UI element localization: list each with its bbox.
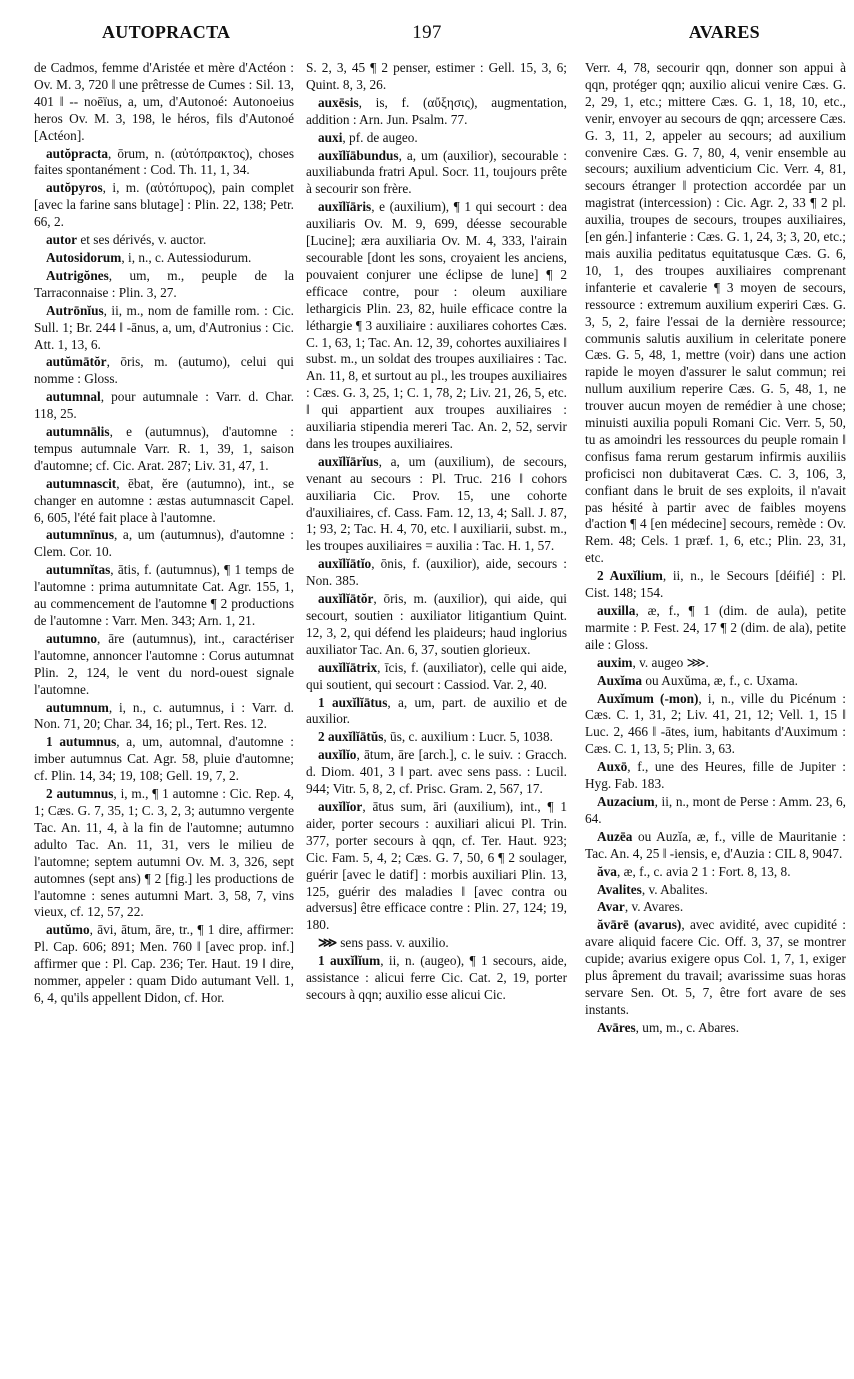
dictionary-entry: auxi, pf. de augeo.: [318, 129, 418, 145]
dictionary-entry: Auxō, f., une des Heures, fille de Jupiter : Hyg. Fab. 183.: [585, 759, 846, 792]
dictionary-entry: autumnal, pour autumnale : Varr. d. Char. 118, 25.: [34, 389, 294, 422]
dictionary-entry: 1 auxĭlĭum, ii, n. (augeo), ¶ 1 secours, aide, assistance : alicui ferre Cic. Cat. 2, 19, porter secours à qqn; auxilio esse alicui Cic.: [306, 953, 567, 1002]
dictionary-entry: 1 autumnus, a, um, automnal, d'automne : imber autumnus Cat. Agr. 58, pluie d'automne; cf. Plin. 14, 34; 19, 108; Gell. 19, 7, 2.: [34, 734, 294, 784]
dictionary-entry: S. 2, 3, 45 ¶ 2 penser, estimer : Gell. 15, 3, 6; Quint. 8, 3, 26.: [306, 60, 567, 92]
running-head-right: AVARES: [688, 22, 760, 42]
column-1: [34, 60, 294, 1370]
dictionary-entry: autŭmātŏr, ōris, m. (autumo), celui qui nomme : Gloss.: [34, 354, 294, 387]
dictionary-entry: autumnālis, e (autumnus), d'automne : tempus autumnale Varr. R. 1, 39, 1, saison d'automne; cf. Cic. Arat. 287; Liv. 31, 47, 1.: [34, 424, 294, 473]
dictionary-entry: ăva, æ, f., c. avia 2 1 : Fort. 8, 13, 8.: [597, 863, 791, 879]
dictionary-entry: auxēsis, is, f. (αὔξησις), augmentation, addition : Arn. Jun. Psalm. 77.: [306, 94, 567, 127]
dictionary-entry: autumnum, i, n., c. autumnus, i : Varr. d. Non. 71, 20; Char. 34, 16; pl., Tert. Res. 12.: [34, 699, 294, 732]
dictionary-entry: Autrōnĭus, ii, m., nom de famille rom. : Cic. Sull. 1; Br. 244 ‖ -ānus, a, um, d'Autronius : Cic. Att. 1, 13, 6.: [34, 302, 294, 352]
dictionary-entry: 2 autumnus, i, m., ¶ 1 automne : Cic. Rep. 4, 1; Cæs. G. 7, 35, 1; C. 3, 2, 3; autumno vergente Tac. An. 11, 4, à la fin de l'automne; autumno adulto Tac. An. 11, 31, vers le milieu de l'automne; septem autumni Ov. M. 3, 326, sept automnes (sept ans) ¶ 2 [fig.] les productions de l'automne : senes autumni Mart. 3, 58, 7, vins vieux, cf. 12, 57, 22.: [34, 786, 294, 920]
dictionary-entry: autor et ses dérivés, v. auctor.: [46, 232, 207, 248]
page-number: 197: [412, 22, 442, 43]
dictionary-entry: de Cadmos, femme d'Aristée et mère d'Actéon : Ov. M. 3, 720 ‖ une prêtresse de Cumes : Sil. 13, 401 ‖ -- noēïus, a, um, d'Autonoé: Autonoeius heros Ov. M. 3, 198, le héros, fils d'Autonoé [Actéon].: [34, 60, 294, 143]
dictionary-entry: auxĭlĭāris, e (auxilium), ¶ 1 qui secourt : dea auxiliaris Ov. M. 9, 699, déesse secourable [Lucine]; æra auxiliaria Ov. M. 4, 333, l'airain secourable [dont les sons, croyaient les anciens, pouvaient conjurer une éclipse de lune] ¶ 2 efficace contre, pour : oleum auxiliare lethargicis Plin. 23, 82, huile efficace contre la léthargie ¶ 3 auxiliaire : auxiliares cohortes Cæs. C. 1, 63, 1; Tac. An. 12, 39, cohortes auxiliaires ‖ subst. m., un soldat des troupes auxiliaires : Tac. An. 11, 8, et surtout au pl., les troupes auxiliaires : Cæs. G. 3, 25, 1; C. 1, 78, 2; Liv. 21, 26, 5, etc. ‖ qui appartient aux troupes auxiliaires : auxiliaria stipendia mereri Tac. An. 2, 52, servir dans les troupes auxiliaires.: [306, 199, 567, 451]
dictionary-entry: auxilla, æ, f., ¶ 1 (dim. de aula), petite marmite : P. Fest. 24, 17 ¶ 2 (dim. de ala), petite aile : Gloss.: [585, 603, 846, 652]
dictionary-entry: Verr. 4, 78, secourir qqn, donner son appui à qqn, protéger qqn; auxilio alicui venire Cæs. G. 2, 29, 1, etc.; mittere Cæs. G. 1, 18, 10, etc., venir, envoyer au secours de qqn; arcessere Cæs. G. 3, 11, 2, appeler au secours; ad auxilium convenire Cæs. G. 7, 80, 4, venir ensemble au secours; auxilium adventicium Cic. Verr. 4, 81, secours étranger ‖ protection accordée par un magistrat (intercession) : Cic. Agr. 2, 33 ¶ 2 pl. auxilia, troupes de secours, troupes auxiliaires, [en gén.] infanterie : Cæs. G. 1, 24, 3; 3, 20, etc.; mais auxilia peditatus equitatusque Cæs. G. 6, 10, 1, des troupes auxiliaires comprenant infanterie et cavalerie ¶ 3 moyen de secours, ressource : extremum auxilium experiri Cæs. G. 3, 5, 2, faire l'essai de la dernière ressource; communis salutis auxilium in celeritate ponere Cæs. G. 5, 48, 1, mettre (voir) dans une action rapide le moyen d'assurer le salut commun; rei nullum auxilium reperire Cæs. G. 5, 48, 1, ne trouver aucun moyen de remédier à une chose; minuisti auxilia populi Romani Cic. Verr. 5, 50, tu as amoindri les ressources du peuple romain ‖ confisus fama rerum gestarum infirmis auxiliis proficisci non dubitaverat Cæs. C. 3, 106, 3, confiant dans le bruit de ses exploits, il n'avait pas hésité à partir avec de faibles moyens d'action ¶ 4 [en médecine] secours, remède : Ov. Rem. 48; Cels. 1 præf. 1, 6, etc.; Plin. 23, 31, etc.: [585, 60, 846, 566]
dictionary-entry: Autrigŏnes, um, m., peuple de la Tarraconnaise : Plin. 3, 27.: [34, 267, 294, 300]
dictionary-entry: autŏpyros, i, m. (αὐτόπυρος), pain complet [avec la farine sans blutage] : Plin. 22, 138; Petr. 66, 2.: [34, 180, 294, 230]
dictionary-entry: Autosidorum, i, n., c. Autessiodurum.: [46, 249, 252, 265]
dictionary-entry: 2 auxĭlĭātŭs, ūs, c. auxilium : Lucr. 5, 1038.: [318, 729, 553, 745]
column-3: [585, 60, 846, 1370]
dictionary-entry: autŭmo, āvi, ātum, āre, tr., ¶ 1 dire, affirmer: Pl. Cap. 606; 891; Men. 760 ‖ [avec prop. inf.] affirmer que : Pl. Cap. 236; Ter. Haut. 19 ‖ dire, nommer, appeler : quam Dido autumant Vell. 1, 6, 4, qu'ils appellent Didon, cf. Hor.: [34, 922, 294, 1005]
dictionary-entry: autumnascit, ēbat, ĕre (autumno), int., se changer en automne : æstas autumnascit Capel. 6, 605, l'été fait place à l'automne.: [34, 475, 294, 525]
dictionary-entry: auxim, v. augeo ⋙.: [597, 654, 709, 670]
running-head-left: AUTOPRACTA: [102, 22, 231, 42]
dictionary-entry: ăvārē (avarus), avec avidité, avec cupidité : avare aliquid facere Cic. Off. 3, 37, se montrer cupide; avarius exigere opus Col. 1, 7, 1, exiger plus âprement du travail; avarissime suas horas servare Sen. Ot. 5, 7, être fort avare de ses instants.: [585, 917, 846, 1017]
dictionary-entry: autŏpracta, ōrum, n. (αὐτόπρακτος), choses faites spontanément : Cod. Th. 11, 1, 34.: [34, 145, 294, 178]
dictionary-entry: auxĭlĭor, ātus sum, āri (auxilium), int., ¶ 1 aider, porter secours : auxiliari alicui Pl. Trin. 377, porter secours à qqn, cf. Ter. Haut. 923; Cic. Fam. 5, 4, 2; Cæs. G. 7, 50, 6 ¶ 2 soulager, guérir [avec le datif] : morbis auxiliari Plin. 13, 125, guérir des maladies ‖ [avec contra ou adversus] être efficace contre : Plin. 27, 124; 19, 180.: [306, 798, 567, 933]
dictionary-entry: Auxĭmum (-mon), i, n., ville du Picénum : Cæs. C. 1, 31, 2; Liv. 41, 21, 12; Vell. 1, 15 ‖ Luc. 2, 466 ‖ -ātes, ium, habitants d'Auximum : Cæs. C. 1, 13, 5; Plin. 3, 63.: [585, 690, 846, 757]
dictionary-entry: auxĭlĭātrix, īcis, f. (auxiliator), celle qui aide, qui soutient, qui secourt : Cassiod. Var. 2, 40.: [306, 659, 567, 692]
dictionary-entry: auxĭlĭābundus, a, um (auxilior), secourable : auxiliabunda fratri Apul. Socr. 11, toujours prête à secourir son frère.: [306, 147, 567, 197]
dictionary-entry: Auxĭma ou Auxŭma, æ, f., c. Uxama.: [597, 672, 798, 688]
dictionary-entry: Auzacium, ii, n., mont de Perse : Amm. 23, 6, 64.: [585, 793, 846, 826]
dictionary-entry: autumnīnus, a, um (autumnus), d'automne : Clem. Cor. 10.: [34, 527, 294, 560]
dictionary-entry: autumnĭtas, ātis, f. (autumnus), ¶ 1 temps de l'automne : prima autumnitate Cat. Agr. 155, 1, au commencement de l'automne ¶ 2 productions de l'automne : Varr. Men. 343; Arn. 1, 21.: [34, 562, 294, 628]
dictionary-entry: ⋙ sens pass. v. auxilio.: [318, 935, 449, 951]
dictionary-entry: Avalites, v. Abalites.: [597, 881, 708, 897]
column-2: [306, 60, 567, 1370]
dictionary-entry: auxĭlĭārĭus, a, um (auxilium), de secours, venant au secours : Pl. Truc. 216 ‖ cohors auxiliaria Cic. Prov. 15, une cohorte d'auxiliaires, cf. Cass. Fam. 12, 13, 4; Sall. J. 87, 1; 93, 2; Tac. H. 4, 70, etc. ‖ auxiliarii, subst. m., les troupes auxiliaires = auxilia : Tac. H. 1, 57.: [306, 453, 567, 554]
dictionary-entry: 1 auxĭlĭātus, a, um, part. de auxilio et de auxilior.: [306, 694, 567, 727]
dictionary-entry: 2 Auxĭlium, ii, n., le Secours [déifié] : Pl. Cist. 148; 154.: [585, 568, 846, 601]
dictionary-entry: auxĭlĭātĭo, ōnis, f. (auxilior), aide, secours : Non. 385.: [306, 556, 567, 589]
page-header: [0, 22, 854, 52]
dictionary-entry: Auzēa ou Auzĭa, æ, f., ville de Mauritanie : Tac. An. 4, 25 ‖ -iensis, e, d'Auzia : CIL 8, 9047.: [585, 828, 846, 861]
dictionary-entry: auxĭlĭātŏr, ōris, m. (auxilior), qui aide, qui secourt, soutien : auxiliator litigantium Quint. 12, 3, 2, qui défend les plaideurs; haud inglorius auxiliator Tac. An. 6, 37, soutien glorieux.: [306, 591, 567, 657]
dictionary-entry: Avar, v. Avares.: [597, 899, 684, 915]
dictionary-entry: Avāres, um, m., c. Abares.: [597, 1019, 740, 1035]
dictionary-entry: autumno, āre (autumnus), int., caractériser l'automne, annoncer l'automne : Corus autumnat Plin. 2, 124, le vent du nord-ouest signale l'automne.: [34, 630, 294, 697]
dictionary-entry: auxĭlĭo, ātum, āre [arch.], c. le suiv. : Gracch. d. Diom. 401, 3 ‖ part. avec sens pass. : Lucil. 944; Vitr. 5, 8, 2, cf. Prisc. Gram. 2, 567, 17.: [306, 747, 567, 797]
